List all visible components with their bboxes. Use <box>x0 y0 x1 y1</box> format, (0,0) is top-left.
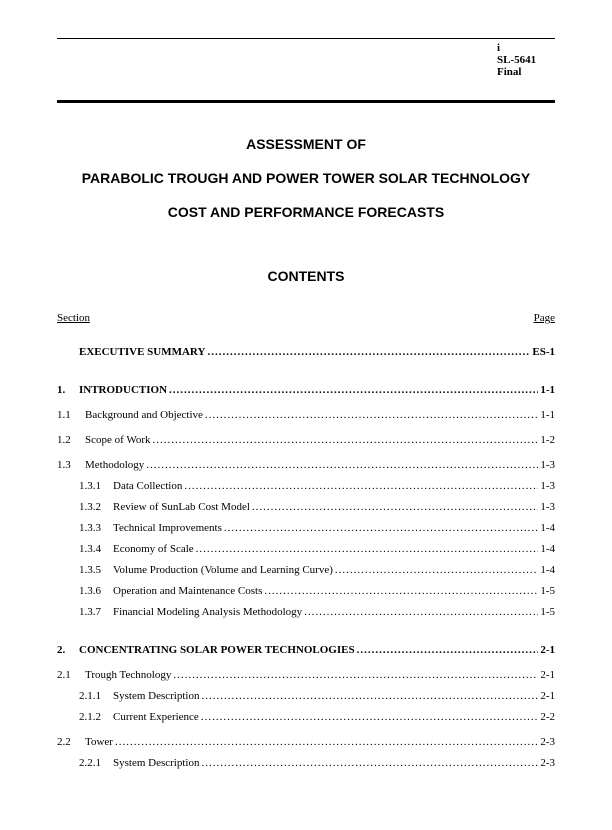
toc-entry-label: Tower <box>85 736 113 748</box>
toc-entry-page: 1-3 <box>540 501 555 513</box>
dot-leader <box>201 753 538 774</box>
toc-entry <box>57 732 555 753</box>
toc-entry <box>57 342 555 363</box>
toc-entry-label: EXECUTIVE SUMMARY <box>79 346 206 358</box>
toc-entry-page: 2-3 <box>540 757 555 769</box>
toc-entry-label: Volume Production (Volume and Learning Curve) <box>113 564 333 576</box>
section-column-header: Section <box>57 312 90 324</box>
toc-entry-number: 1.3 <box>57 459 71 471</box>
toc-entry-number: 2.2.1 <box>79 757 101 769</box>
contents-heading: CONTENTS <box>267 268 345 284</box>
toc-entry <box>57 476 555 497</box>
dot-leader <box>153 430 539 451</box>
doc-number: SL-5641 <box>497 54 537 66</box>
toc-entry-label: CONCENTRATING SOLAR POWER TECHNOLOGIES <box>79 644 355 656</box>
toc-entry <box>57 539 555 560</box>
toc-entry-label: Methodology <box>85 459 145 471</box>
toc-entry <box>57 686 555 707</box>
top-rule <box>57 38 555 39</box>
toc-entry-page: 1-5 <box>540 606 555 618</box>
dot-leader <box>201 707 539 728</box>
toc-entry-label: System Description <box>113 690 200 702</box>
toc-entry <box>57 497 555 518</box>
toc-entry-page: 2-1 <box>540 669 555 681</box>
dot-leader <box>173 665 538 686</box>
page-number: i <box>497 42 501 54</box>
toc-entry-number: 2.1.2 <box>79 711 101 723</box>
toc-entry-number: 1.3.4 <box>79 543 101 555</box>
report-title-line-2: PARABOLIC TROUGH AND POWER TOWER SOLAR TECHNOLOGY <box>81 170 531 186</box>
toc-entry-page: 1-1 <box>540 409 555 421</box>
column-header-row <box>57 311 555 325</box>
toc-entry <box>57 581 555 602</box>
toc-entry-number: 1.2 <box>57 434 71 446</box>
dot-leader <box>207 342 530 363</box>
toc-entry-page: 2-2 <box>540 711 555 723</box>
toc-entry <box>57 640 555 661</box>
dot-leader <box>335 560 538 581</box>
toc-entry <box>57 707 555 728</box>
toc-entry-label: Scope of Work <box>85 434 151 446</box>
toc-entry-number: 1.3.2 <box>79 501 101 513</box>
toc-entry-page: 2-1 <box>540 690 555 702</box>
toc-entry-label: Current Experience <box>113 711 199 723</box>
toc-entry <box>57 560 555 581</box>
toc-entry-page: 1-3 <box>540 480 555 492</box>
toc-entry <box>57 455 555 476</box>
toc-entry-page: 2-1 <box>540 644 555 656</box>
toc-entry-number: 1.3.6 <box>79 585 101 597</box>
dot-leader <box>357 640 539 661</box>
toc-entry-number: 2.1 <box>57 669 71 681</box>
toc-entry-page: 1-3 <box>540 459 555 471</box>
dot-leader <box>146 455 538 476</box>
toc-entry-number: 2. <box>57 644 66 656</box>
toc-entry-label: Trough Technology <box>85 669 172 681</box>
dot-leader <box>196 539 539 560</box>
dot-leader <box>201 686 538 707</box>
toc-entry <box>57 753 555 774</box>
toc-entry-number: 1. <box>57 384 66 396</box>
toc-entry-number: 1.3.3 <box>79 522 101 534</box>
dot-leader <box>264 581 538 602</box>
toc-entry-page: ES-1 <box>532 346 555 358</box>
toc-entry-label: Technical Improvements <box>113 522 222 534</box>
toc-entry-page: 1-4 <box>540 564 555 576</box>
toc-entry-number: 1.3.5 <box>79 564 101 576</box>
page-header <box>497 42 555 78</box>
toc-entry <box>57 380 555 401</box>
toc-entry-number: 1.3.1 <box>79 480 101 492</box>
dot-leader <box>169 380 538 401</box>
toc-entry-label: Review of SunLab Cost Model <box>113 501 250 513</box>
toc-entry-label: Background and Objective <box>85 409 203 421</box>
toc-entry-page: 1-4 <box>540 522 555 534</box>
toc-entry-number: 1.1 <box>57 409 71 421</box>
toc-entry-number: 2.1.1 <box>79 690 101 702</box>
dot-leader <box>252 497 538 518</box>
report-title-line-3: COST AND PERFORMANCE FORECASTS <box>167 204 445 220</box>
toc-entry <box>57 602 555 623</box>
toc-entry-label: Operation and Maintenance Costs <box>113 585 263 597</box>
toc-entry-label: Financial Modeling Analysis Methodology <box>113 606 303 618</box>
report-title-line-1: ASSESSMENT OF <box>246 136 366 152</box>
doc-status: Final <box>497 66 522 78</box>
toc-entry-label: INTRODUCTION <box>79 384 168 396</box>
toc-entry-page: 1-4 <box>540 543 555 555</box>
toc-entry-label: Economy of Scale <box>113 543 194 555</box>
dot-leader <box>184 476 538 497</box>
thick-rule <box>57 100 555 103</box>
report-title <box>57 127 555 229</box>
dot-leader <box>115 732 538 753</box>
toc-entry-page: 1-2 <box>540 434 555 446</box>
toc-entry-number: 2.2 <box>57 736 71 748</box>
toc-entry <box>57 405 555 426</box>
toc-entry-label: System Description <box>113 757 200 769</box>
dot-leader <box>304 602 538 623</box>
toc-entry <box>57 430 555 451</box>
toc-entry <box>57 665 555 686</box>
toc-entry <box>57 518 555 539</box>
toc-entry-page: 1-1 <box>540 384 555 396</box>
toc-entry-label: Data Collection <box>113 480 183 492</box>
dot-leader <box>224 518 538 539</box>
toc-entry-page: 1-5 <box>540 585 555 597</box>
page-column-header: Page <box>533 312 555 324</box>
dot-leader <box>205 405 538 426</box>
toc-entry-page: 2-3 <box>540 736 555 748</box>
toc-list <box>57 342 555 774</box>
document-page <box>0 38 612 830</box>
toc-entry-number: 1.3.7 <box>79 606 101 618</box>
